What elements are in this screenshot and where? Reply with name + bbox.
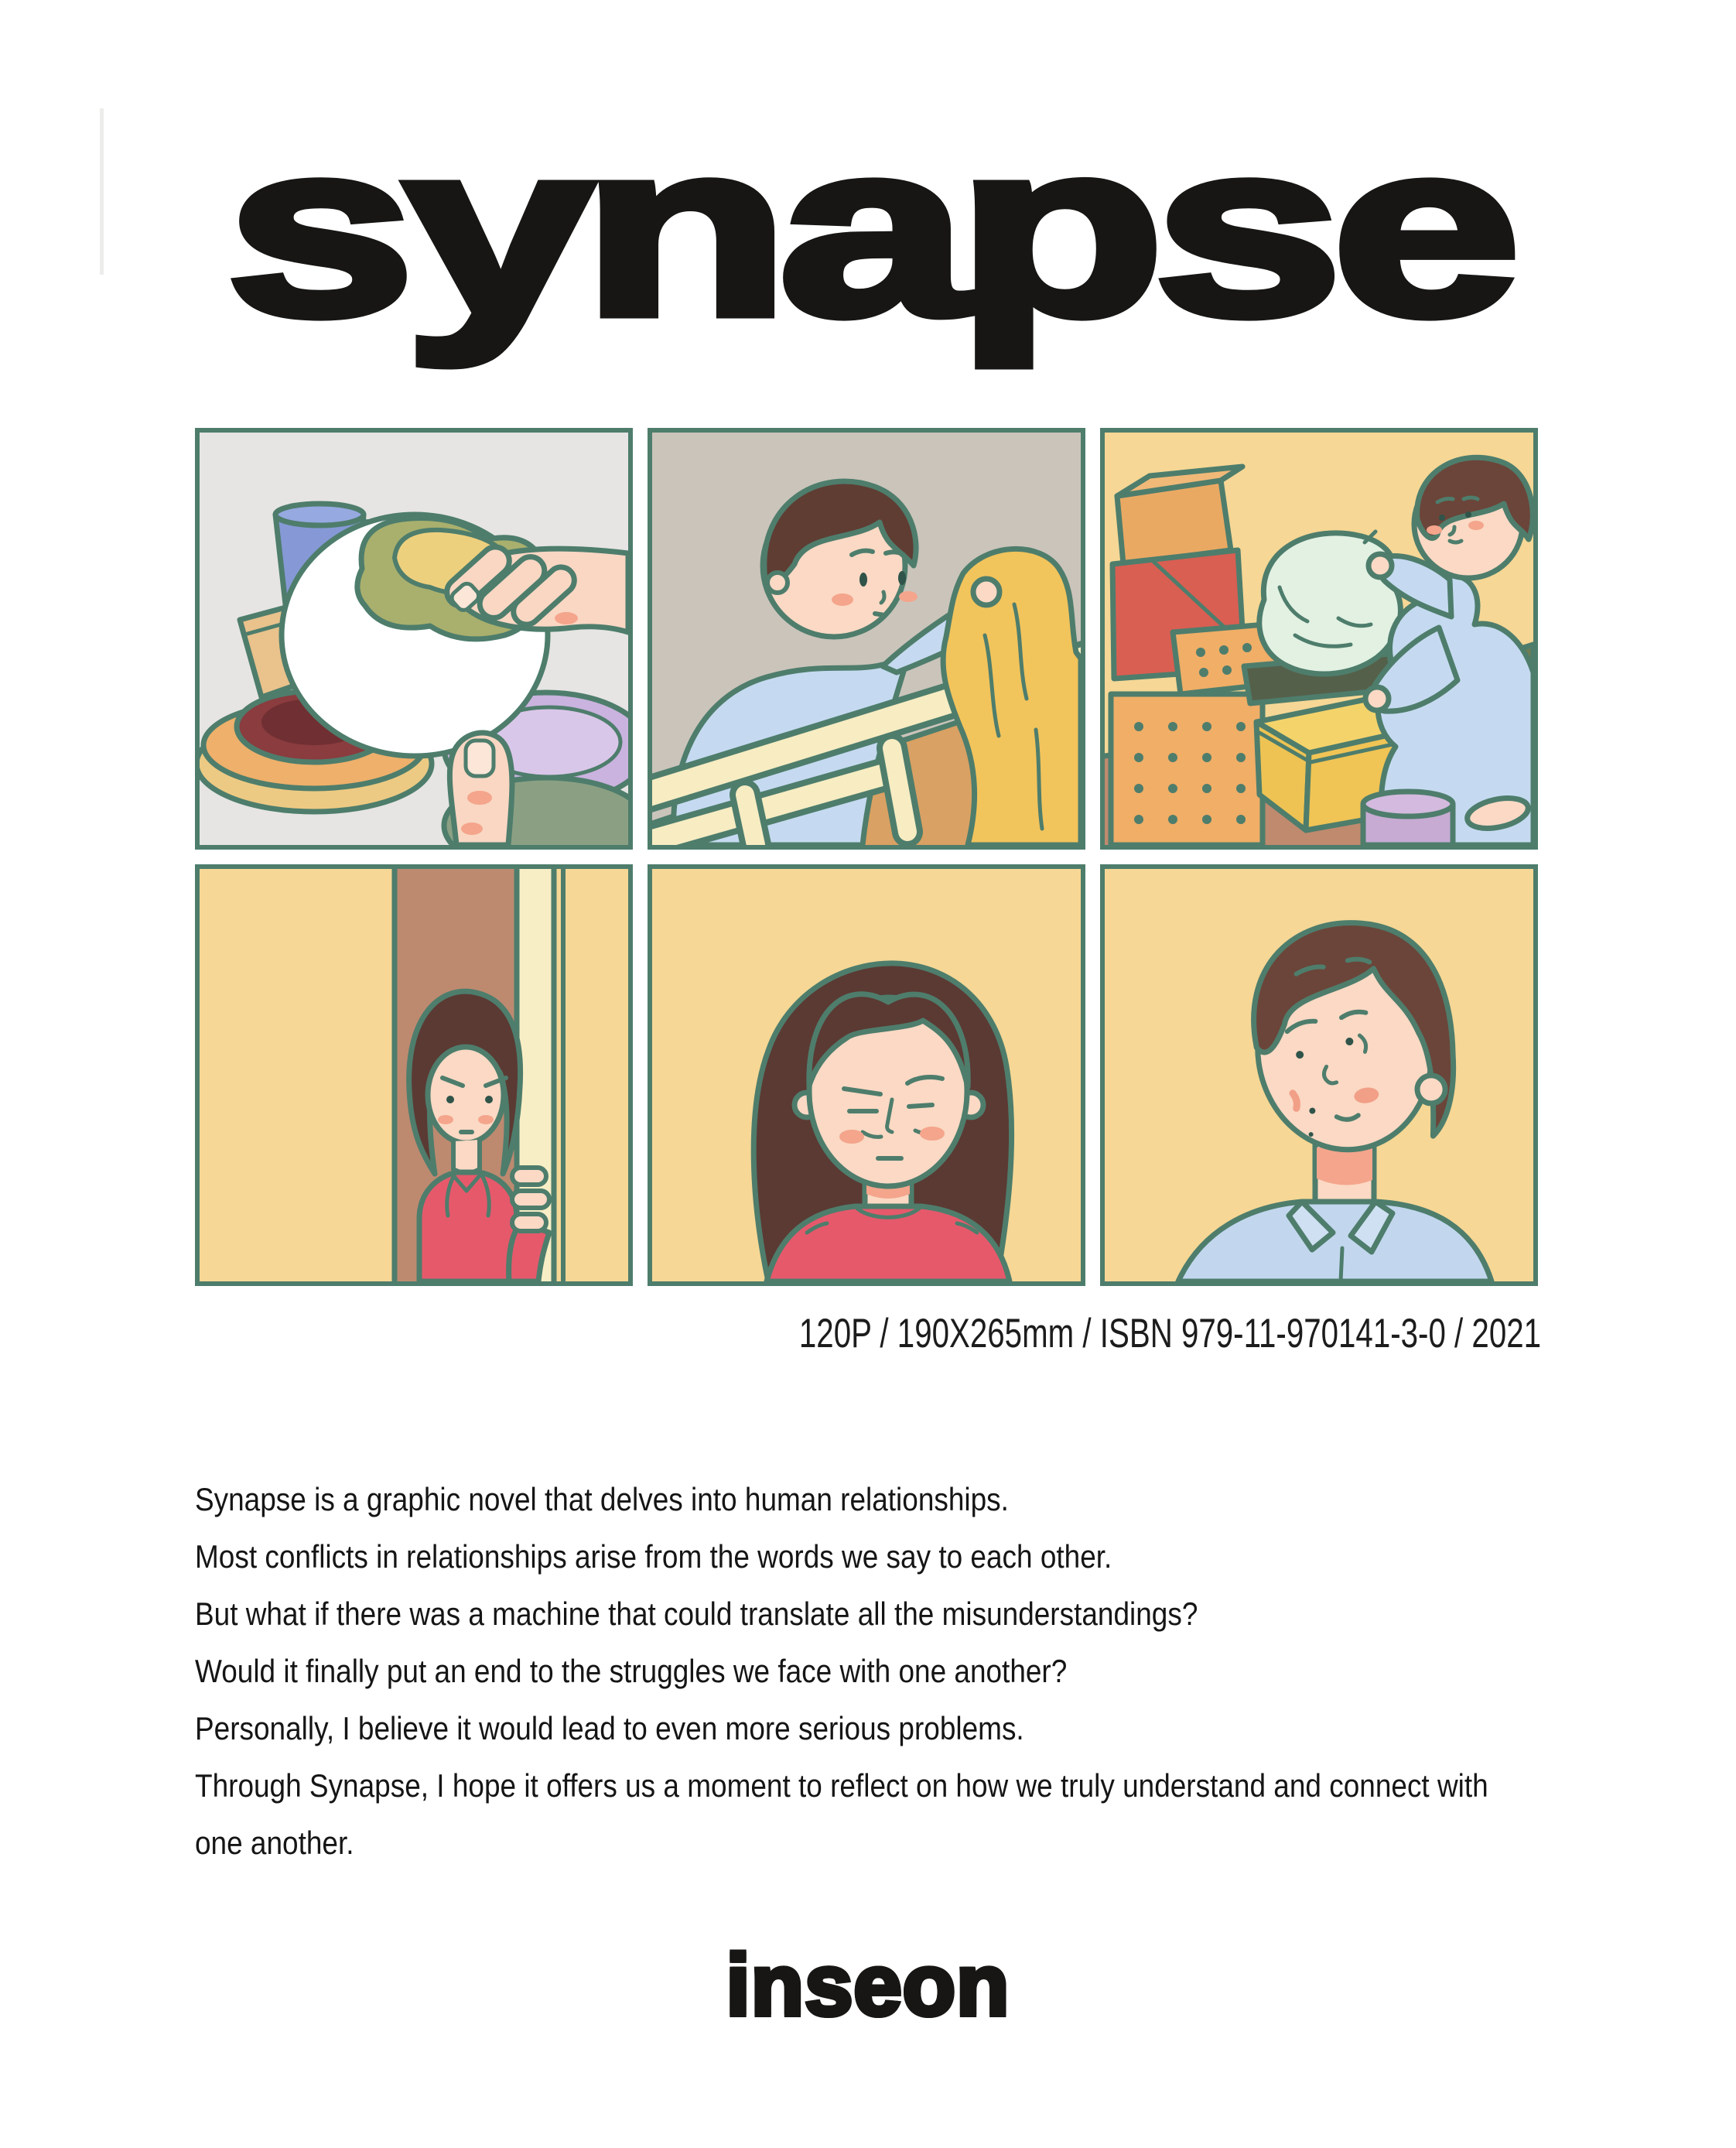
description-line: Through Synapse, I hope it offers us a moment to reflect on how we truly understand and connect with bbox=[195, 1767, 1488, 1804]
woman-annoyed-illustration bbox=[652, 869, 1081, 1281]
comic-panel-woman-annoyed bbox=[648, 864, 1085, 1286]
comic-panel-grid bbox=[195, 428, 1538, 1286]
purple-cylinder bbox=[1363, 792, 1453, 845]
book-specs: 120P / 190X265mm / ISBN 979-11-970141-3-0 / 2021 bbox=[798, 1311, 1541, 1356]
brand-logo: synapse bbox=[226, 92, 1510, 367]
annoyed-woman bbox=[754, 963, 1011, 1281]
description-line: But what if there was a machine that could translate all the misunderstandings? bbox=[195, 1596, 1198, 1632]
comic-panel-peeking-door bbox=[195, 864, 633, 1286]
comic-panel-packing-boxes bbox=[1100, 428, 1538, 850]
description-line: Would it finally put an end to the struggles we face with one another? bbox=[195, 1653, 1068, 1689]
description-line: Synapse is a graphic novel that delves into human relationships. bbox=[195, 1481, 1009, 1517]
packing-boxes-illustration bbox=[1105, 433, 1533, 845]
hanging-blanket-illustration bbox=[652, 433, 1081, 845]
holding-thumb bbox=[449, 733, 512, 845]
description-line: Personally, I believe it would lead to even more serious problems. bbox=[195, 1710, 1024, 1746]
publisher-logo: inseon bbox=[726, 1937, 1010, 2033]
book-description bbox=[195, 1471, 1665, 1872]
comic-panel-hanging-blanket bbox=[648, 428, 1085, 850]
description-line: one another. bbox=[195, 1825, 354, 1861]
man-avoiding-illustration bbox=[1105, 869, 1533, 1281]
washing-dishes-illustration bbox=[200, 433, 628, 845]
comic-panel-washing-dishes bbox=[195, 428, 633, 850]
comic-panel-man-avoiding bbox=[1100, 864, 1538, 1286]
description-line: Most conflicts in relationships arise from the words we say to each other. bbox=[195, 1538, 1112, 1575]
peeking-door-illustration bbox=[200, 869, 628, 1281]
